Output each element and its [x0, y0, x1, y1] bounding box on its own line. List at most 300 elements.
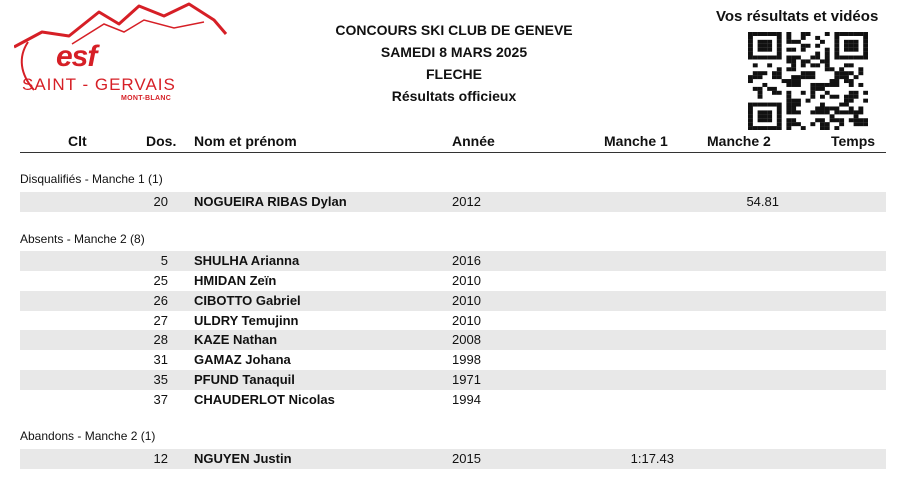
qr-module — [854, 118, 859, 122]
qr-module — [777, 110, 782, 114]
qr-module — [791, 40, 796, 44]
cell-name: HMIDAN Zeïn — [194, 273, 277, 288]
table-row[interactable] — [20, 330, 886, 350]
cell-dos: 37 — [153, 392, 168, 407]
qr-module — [767, 110, 772, 114]
qr-module — [786, 79, 791, 83]
qr-module — [815, 110, 820, 114]
qr-module — [854, 114, 859, 118]
qr-module — [815, 83, 820, 87]
qr-module — [791, 59, 796, 63]
qr-module — [748, 56, 753, 60]
qr-module — [748, 75, 753, 79]
qr-module — [844, 40, 849, 44]
qr-module — [839, 103, 844, 107]
qr-module — [801, 75, 806, 79]
qr-module — [801, 48, 806, 52]
qr-module — [830, 79, 835, 83]
qr-module — [834, 118, 839, 122]
qr-module — [810, 122, 815, 126]
qr-module — [854, 75, 859, 79]
cell-year: 2008 — [452, 332, 481, 347]
qr-module — [849, 110, 854, 114]
qr-module — [839, 75, 844, 79]
qr-module — [820, 106, 825, 110]
qr-module — [806, 59, 811, 63]
cell-year: 2010 — [452, 293, 481, 308]
qr-module — [762, 83, 767, 87]
qr-module — [786, 122, 791, 126]
qr-module — [806, 71, 811, 75]
qr-module — [786, 95, 791, 99]
qr-module — [839, 32, 844, 36]
qr-module — [844, 95, 849, 99]
qr-module — [801, 126, 806, 130]
qr-module — [806, 32, 811, 36]
qr-module — [810, 63, 815, 67]
cell-dos: 35 — [153, 372, 168, 387]
qr-module — [786, 48, 791, 52]
qr-module — [854, 110, 859, 114]
qr-module — [834, 126, 839, 130]
qr-module — [777, 106, 782, 110]
qr-module — [863, 44, 868, 48]
qr-module — [796, 99, 801, 103]
qr-module — [844, 99, 849, 103]
section-title: Abandons - Manche 2 (1) — [20, 429, 156, 443]
qr-module — [854, 32, 859, 36]
qr-module — [801, 36, 806, 40]
table-row[interactable] — [20, 192, 886, 212]
col-dos: Dos. — [146, 133, 177, 149]
qr-module — [815, 87, 820, 91]
qr-module — [820, 59, 825, 63]
qr-module — [748, 79, 753, 83]
qr-module — [815, 106, 820, 110]
qr-module — [772, 71, 777, 75]
qr-module — [791, 75, 796, 79]
qr-module — [758, 118, 763, 122]
qr-module — [858, 32, 863, 36]
table-row[interactable] — [20, 390, 886, 410]
col-name: Nom et prénom — [194, 133, 297, 149]
qr-module — [801, 32, 806, 36]
qr-module — [762, 44, 767, 48]
qr-module — [786, 118, 791, 122]
qr-module — [844, 71, 849, 75]
qr-module — [815, 36, 820, 40]
qr-module — [825, 63, 830, 67]
qr-module — [815, 56, 820, 60]
cell-year: 2010 — [452, 313, 481, 328]
qr-module — [830, 83, 835, 87]
qr-module — [758, 114, 763, 118]
qr-module — [810, 75, 815, 79]
event-discipline: FLECHE — [426, 66, 482, 82]
qr-module — [777, 56, 782, 60]
qr-module — [748, 118, 753, 122]
qr-module — [858, 71, 863, 75]
qr-module — [786, 36, 791, 40]
qr-module — [834, 75, 839, 79]
qr-module — [844, 110, 849, 114]
qr-module — [830, 67, 835, 71]
qr-module — [854, 95, 859, 99]
qr-module — [767, 118, 772, 122]
qr-module — [834, 71, 839, 75]
qr-module — [834, 56, 839, 60]
qr-module — [786, 40, 791, 44]
qr-module — [758, 87, 763, 91]
qr-module — [834, 44, 839, 48]
qr-module — [758, 56, 763, 60]
qr-module — [762, 110, 767, 114]
qr-module — [791, 63, 796, 67]
qr-module — [863, 52, 868, 56]
qr-module — [777, 36, 782, 40]
qr-module — [849, 63, 854, 67]
qr-module — [777, 52, 782, 56]
qr-module — [849, 106, 854, 110]
qr-module — [753, 75, 758, 79]
qr-module — [825, 52, 830, 56]
qr-module — [748, 126, 753, 130]
qr-module — [791, 103, 796, 107]
qr-module — [858, 110, 863, 114]
qr-module — [772, 32, 777, 36]
qr-module — [858, 83, 863, 87]
qr-module — [825, 32, 830, 36]
qr-module — [758, 126, 763, 130]
qr-module — [849, 99, 854, 103]
table-row[interactable] — [20, 350, 886, 370]
qr-module — [772, 87, 777, 91]
qr-module — [825, 91, 830, 95]
qr-module — [863, 48, 868, 52]
qr-module — [820, 103, 825, 107]
qr-module — [777, 40, 782, 44]
qr-module — [748, 110, 753, 114]
qr-module — [820, 118, 825, 122]
col-manche2: Manche 2 — [707, 133, 771, 149]
qr-module — [849, 48, 854, 52]
qr-module — [844, 48, 849, 52]
qr-module — [844, 32, 849, 36]
qr-module — [786, 126, 791, 130]
qr-module — [786, 67, 791, 71]
qr-module — [762, 118, 767, 122]
qr-module — [791, 122, 796, 126]
qr-module — [796, 83, 801, 87]
section-title: Disqualifiés - Manche 1 (1) — [20, 172, 163, 186]
qr-module — [863, 56, 868, 60]
cell-year: 1998 — [452, 352, 481, 367]
qr-module — [825, 56, 830, 60]
qr-module — [839, 110, 844, 114]
cell-name: PFUND Tanaquil — [194, 372, 295, 387]
cell-year: 2010 — [452, 273, 481, 288]
qr-module — [815, 118, 820, 122]
qr-module — [863, 122, 868, 126]
qr-module — [839, 71, 844, 75]
qr-module — [786, 106, 791, 110]
qr-module — [796, 110, 801, 114]
qr-module — [844, 103, 849, 107]
qr-module — [854, 91, 859, 95]
esf-logo — [14, 2, 229, 102]
qr-module — [767, 48, 772, 52]
qr-module — [815, 44, 820, 48]
qr-module — [834, 32, 839, 36]
qr-module — [753, 103, 758, 107]
qr-module — [820, 110, 825, 114]
qr-module — [772, 126, 777, 130]
col-temps: Temps — [831, 133, 876, 149]
qr-module — [806, 99, 811, 103]
qr-module — [758, 44, 763, 48]
qr-module — [820, 40, 825, 44]
qr-module — [854, 122, 859, 126]
qr-module — [849, 91, 854, 95]
qr-module — [767, 40, 772, 44]
qr-module — [844, 75, 849, 79]
qr-module — [839, 118, 844, 122]
cell-name: KAZE Nathan — [194, 332, 278, 347]
qr-module — [777, 67, 782, 71]
qr-module — [762, 126, 767, 130]
cell-year: 2015 — [452, 451, 481, 466]
qr-module — [777, 75, 782, 79]
cell-manche2: 54.81 — [746, 194, 779, 209]
qr-module — [820, 83, 825, 87]
qr-module — [830, 114, 835, 118]
qr-module — [791, 118, 796, 122]
qr-module — [849, 56, 854, 60]
section-title: Absents - Manche 2 (8) — [20, 232, 145, 246]
cell-year: 2012 — [452, 194, 481, 209]
cell-year: 1971 — [452, 372, 481, 387]
qr-module — [858, 67, 863, 71]
qr-module — [786, 110, 791, 114]
qr-module — [801, 44, 806, 48]
qr-module — [810, 71, 815, 75]
qr-module — [753, 32, 758, 36]
qr-module — [834, 83, 839, 87]
qr-module — [772, 91, 777, 95]
qr-module — [772, 103, 777, 107]
qr-module — [791, 83, 796, 87]
cell-name: NGUYEN Justin — [194, 451, 292, 466]
qr-module — [858, 56, 863, 60]
cell-year: 2016 — [452, 253, 481, 268]
qr-module — [825, 106, 830, 110]
cell-name: GAMAZ Johana — [194, 352, 291, 367]
qr-module — [858, 122, 863, 126]
cell-dos: 26 — [153, 293, 168, 308]
qr-module — [810, 83, 815, 87]
qr-module — [762, 103, 767, 107]
qr-module — [844, 56, 849, 60]
qr-module — [786, 91, 791, 95]
qr-module — [777, 118, 782, 122]
qr-module — [748, 32, 753, 36]
logo-city: SAINT - GERVAIS — [22, 75, 176, 94]
qr-module — [758, 75, 763, 79]
qr-module — [758, 32, 763, 36]
qr-module — [762, 40, 767, 44]
qr-code-icon[interactable] — [748, 32, 868, 130]
qr-module — [834, 36, 839, 40]
qr-module — [839, 56, 844, 60]
qr-module — [815, 63, 820, 67]
qr-module — [834, 95, 839, 99]
qr-label: Vos résultats et vidéos — [716, 8, 879, 25]
qr-module — [834, 40, 839, 44]
qr-module — [849, 83, 854, 87]
qr-module — [863, 91, 868, 95]
qr-module — [758, 71, 763, 75]
qr-module — [786, 56, 791, 60]
qr-module — [801, 91, 806, 95]
table-row[interactable] — [20, 311, 886, 331]
event-date: SAMEDI 8 MARS 2025 — [380, 44, 528, 60]
qr-module — [772, 75, 777, 79]
qr-module — [863, 99, 868, 103]
qr-module — [767, 103, 772, 107]
qr-module — [834, 48, 839, 52]
qr-module — [825, 122, 830, 126]
qr-module — [796, 122, 801, 126]
table-row[interactable] — [20, 370, 886, 390]
qr-module — [786, 83, 791, 87]
table-row[interactable] — [20, 271, 886, 291]
qr-module — [791, 110, 796, 114]
qr-module — [825, 67, 830, 71]
qr-module — [796, 56, 801, 60]
qr-module — [753, 63, 758, 67]
col-manche1: Manche 1 — [604, 133, 668, 149]
qr-module — [796, 103, 801, 107]
cell-year: 1994 — [452, 392, 481, 407]
cell-dos: 5 — [160, 253, 168, 268]
qr-module — [839, 122, 844, 126]
qr-module — [758, 103, 763, 107]
qr-module — [849, 32, 854, 36]
qr-module — [834, 79, 839, 83]
logo-subtitle: MONT-BLANC — [121, 95, 172, 102]
qr-module — [748, 40, 753, 44]
table-row[interactable] — [20, 291, 886, 311]
qr-module — [854, 56, 859, 60]
qr-module — [820, 95, 825, 99]
qr-module — [748, 48, 753, 52]
qr-module — [796, 40, 801, 44]
qr-module — [854, 48, 859, 52]
qr-module — [758, 110, 763, 114]
qr-module — [767, 44, 772, 48]
qr-module — [777, 48, 782, 52]
qr-module — [830, 118, 835, 122]
qr-module — [801, 71, 806, 75]
cell-dos: 27 — [153, 313, 168, 328]
qr-module — [825, 110, 830, 114]
qr-module — [820, 122, 825, 126]
qr-module — [777, 44, 782, 48]
qr-module — [748, 114, 753, 118]
qr-module — [854, 40, 859, 44]
qr-module — [849, 95, 854, 99]
qr-module — [825, 48, 830, 52]
qr-module — [863, 32, 868, 36]
qr-module — [849, 79, 854, 83]
qr-module — [777, 71, 782, 75]
cell-name: CHAUDERLOT Nicolas — [194, 392, 335, 407]
qr-module — [767, 126, 772, 130]
qr-module — [834, 106, 839, 110]
qr-module — [810, 91, 815, 95]
table-row[interactable] — [20, 251, 886, 271]
qr-module — [782, 79, 787, 83]
qr-module — [767, 32, 772, 36]
qr-module — [791, 99, 796, 103]
qr-module — [854, 44, 859, 48]
qr-module — [753, 87, 758, 91]
qr-module — [777, 32, 782, 36]
cell-dos: 28 — [153, 332, 168, 347]
qr-module — [796, 79, 801, 83]
qr-module — [849, 40, 854, 44]
qr-module — [767, 114, 772, 118]
qr-module — [796, 75, 801, 79]
cell-dos: 12 — [153, 451, 168, 466]
qr-module — [858, 118, 863, 122]
table-row[interactable] — [20, 449, 886, 469]
cell-dos: 25 — [153, 273, 168, 288]
qr-module — [786, 103, 791, 107]
qr-module — [844, 44, 849, 48]
qr-module — [791, 106, 796, 110]
qr-module — [820, 126, 825, 130]
qr-module — [777, 126, 782, 130]
qr-module — [753, 56, 758, 60]
qr-module — [762, 114, 767, 118]
qr-module — [762, 48, 767, 52]
qr-module — [762, 32, 767, 36]
qr-module — [777, 114, 782, 118]
qr-module — [839, 67, 844, 71]
qr-module — [849, 118, 854, 122]
cell-manche1: 1:17.43 — [630, 451, 674, 466]
qr-module — [758, 40, 763, 44]
qr-module — [810, 110, 815, 114]
qr-module — [786, 59, 791, 63]
qr-module — [858, 106, 863, 110]
qr-module — [767, 87, 772, 91]
qr-module — [834, 52, 839, 56]
qr-module — [834, 110, 839, 114]
qr-module — [806, 75, 811, 79]
qr-module — [748, 103, 753, 107]
qr-module — [810, 56, 815, 60]
qr-module — [758, 91, 763, 95]
qr-module — [849, 44, 854, 48]
logo-brand: esf — [56, 40, 97, 73]
col-year: Année — [452, 133, 495, 149]
qr-module — [748, 36, 753, 40]
qr-module — [863, 36, 868, 40]
qr-module — [810, 87, 815, 91]
qr-module — [825, 83, 830, 87]
